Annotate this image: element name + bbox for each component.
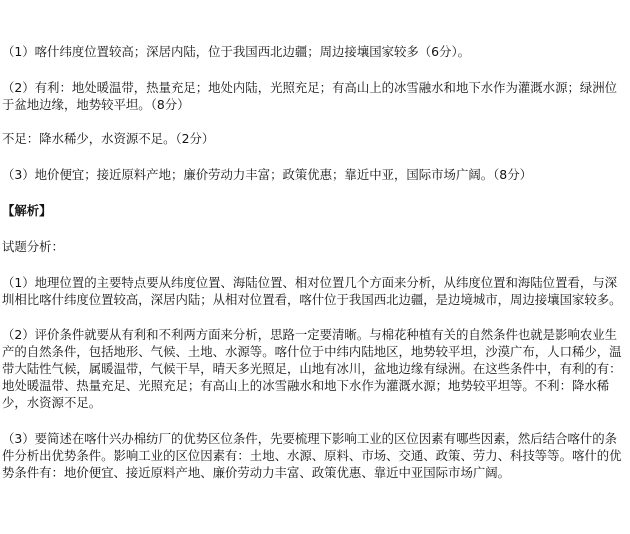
analysis-intro: 试题分析：	[2, 239, 64, 254]
answer-q2-favorable: （2）有利：地处暖温带，热量充足；地处内陆，光照充足；有高山上的冰雪融水和地下水作为灌溉水源；绿洲位于盆地边缘，地势较平坦。（8分）	[2, 80, 618, 112]
answer-q1: （1）喀什纬度位置较高；深居内陆，位于我国西北边疆；周边接壤国家较多（6分）。	[2, 44, 471, 59]
analysis-paragraph-1: （1）地理位置的主要特点要从纬度位置、海陆位置、相对位置几个方面来分析，从纬度位置和海陆位置看，与深圳相比喀什纬度位置较高，深居内陆；从相对位置看，喀什位于我国西北边疆，是边境城市，周边接壤国家较多。	[2, 275, 622, 307]
analysis-heading: 【解析】	[2, 203, 52, 218]
analysis-paragraph-3: （3）要简述在喀什兴办棉纺厂的优势区位条件，先要梳理下影响工业的区位因素有哪些因素，然后结合喀什的条件分析出优势条件。影响工业的区位因素有：土地、水源、原料、市场、交通、政策、劳力、科技等等。喀什的优势条件有：地价便宜、接近原料产地、廉价劳动力丰富、政策优惠、靠近中亚国际市场广阔。	[2, 431, 622, 480]
answer-q2-unfavorable: 不足：降水稀少，水资源不足。（2分）	[2, 131, 215, 146]
analysis-paragraph-2: （2）评价条件就要从有利和不利两方面来分析，思路一定要清晰。与棉花种植有关的自然条件也就是影响农业生产的自然条件，包括地形、气候、土地、水源等。喀什位于中纬内陆地区，地势较平坦，沙漠广布，人口稀少，温带大陆性气候，属暖温带，气候干旱，晴天多光照足，山地有冰川，盆地边缘有绿洲。在这些条件中，有利的有：地处暖温带、热量充足、光照充足；有高山上的冰雪融水和地下水作为灌溉水源；地势较平坦等。不利：降水稀少，水资源不足。	[2, 327, 622, 410]
answer-q3: （3）地价便宜；接近原料产地；廉价劳动力丰富；政策优惠；靠近中亚，国际市场广阔。（8分）	[2, 167, 532, 182]
